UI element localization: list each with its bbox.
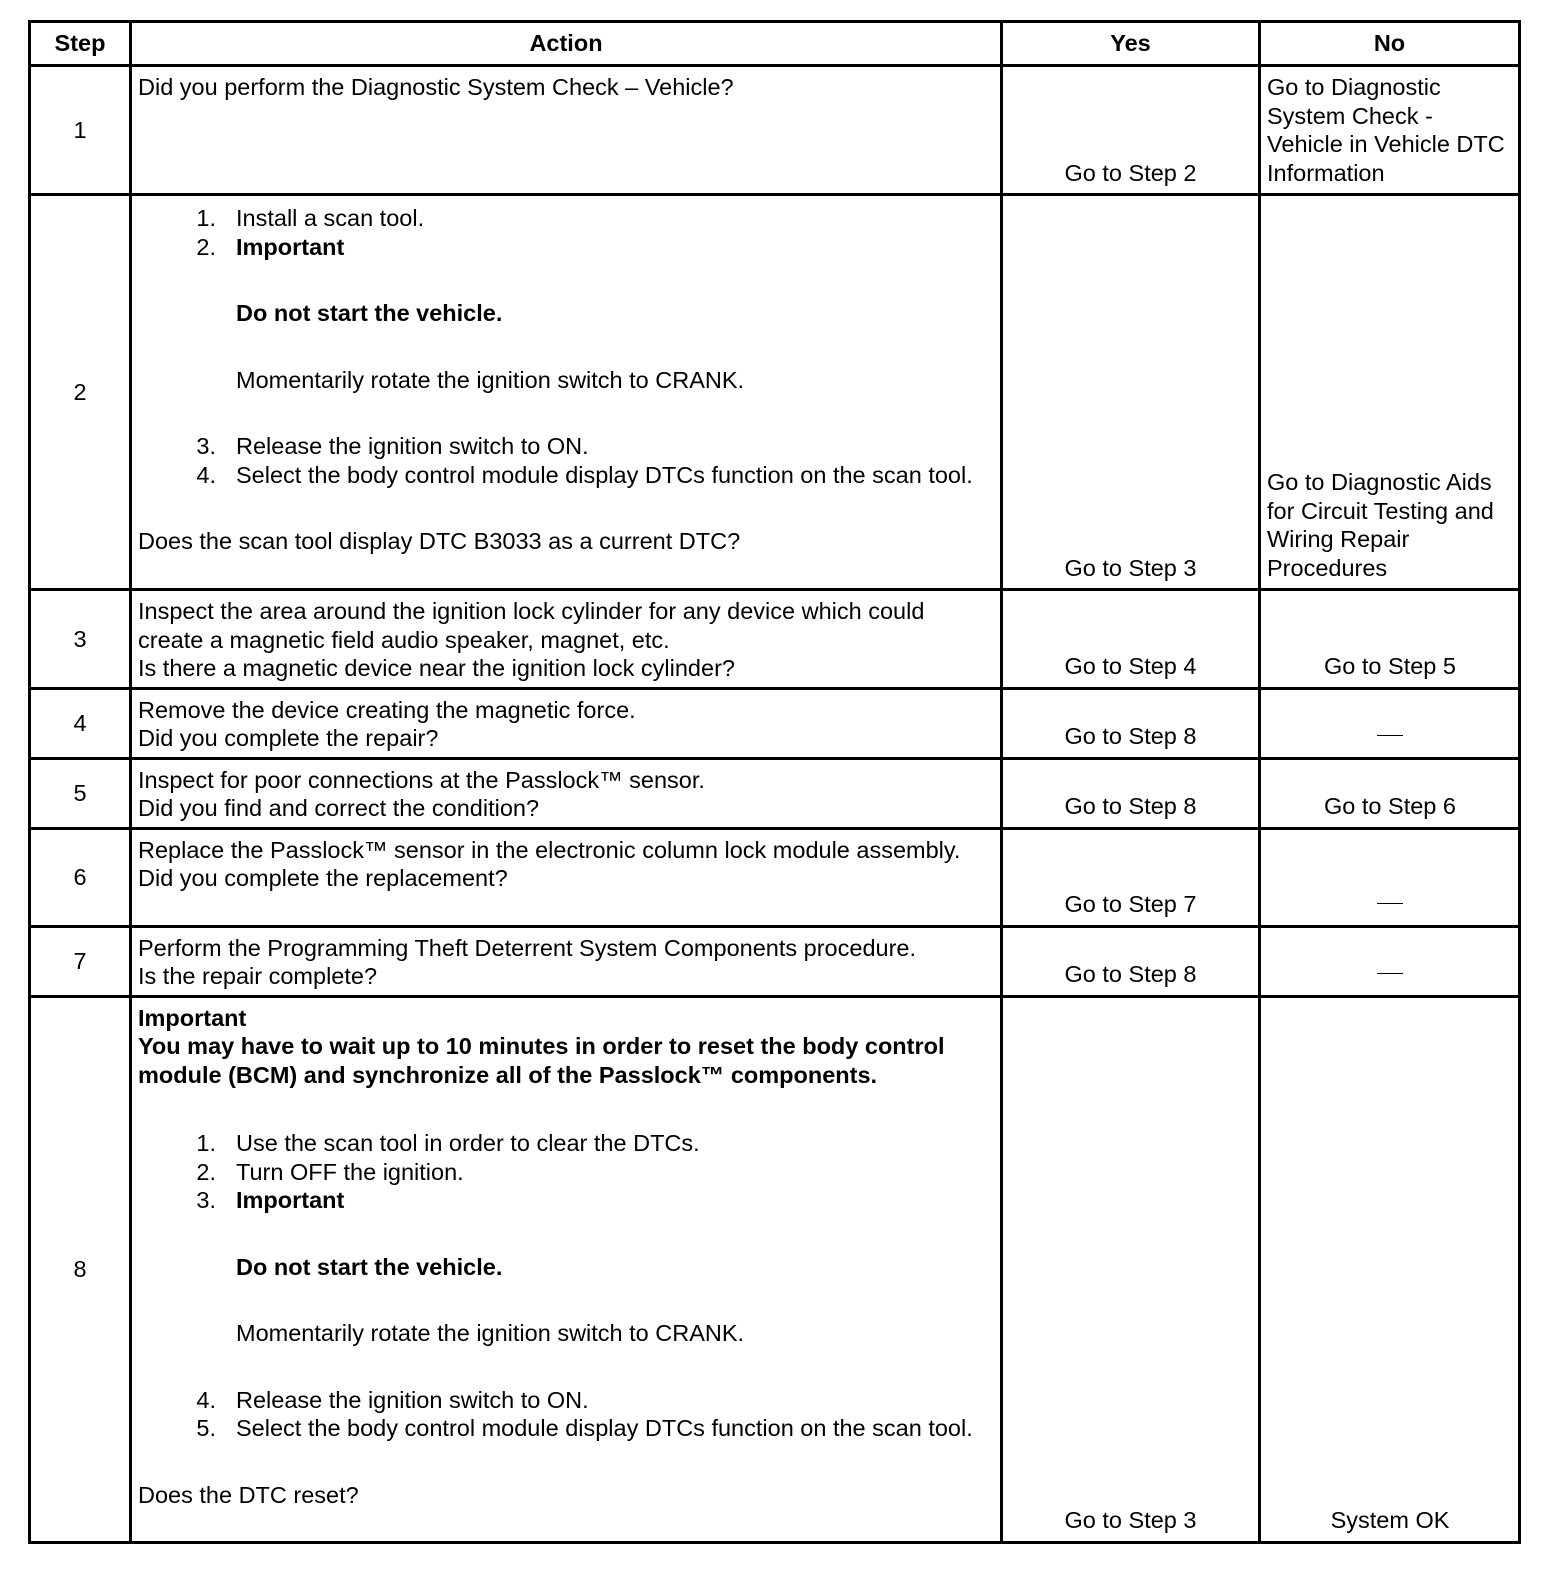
yes-cell: Go to Step 3 xyxy=(1002,996,1260,1542)
list-item: 3. Important Do not start the vehicle. Momentarily rotate the ignition switch to CRANK. xyxy=(138,1186,994,1386)
list-item: 2. Important Do not start the vehicle. Momentarily rotate the ignition switch to CRANK. xyxy=(138,233,994,433)
action-cell xyxy=(131,828,1002,926)
action-question: Is there a magnetic device near the ignition lock cylinder? xyxy=(138,655,735,681)
warning-note: Do not start the vehicle. xyxy=(236,300,503,326)
no-dash xyxy=(1377,973,1403,974)
header-action: Action xyxy=(131,22,1002,66)
list-item: 2. Turn OFF the ignition. xyxy=(196,1158,464,1185)
header-no: No xyxy=(1260,22,1520,66)
table-row xyxy=(30,195,1520,590)
yes-cell: Go to Step 4 xyxy=(1002,590,1260,689)
important-label: Important xyxy=(236,233,345,260)
action-cell xyxy=(131,688,1002,758)
no-cell xyxy=(1260,688,1520,758)
action-question: Does the DTC reset? xyxy=(138,1481,359,1508)
yes-cell: Go to Step 8 xyxy=(1002,688,1260,758)
header-step: Step xyxy=(30,22,131,66)
list-item: 1. Use the scan tool in order to clear the DTCs. xyxy=(196,1130,700,1156)
action-cell xyxy=(131,590,1002,689)
table-row xyxy=(30,758,1520,828)
step-number: 1 xyxy=(30,66,131,195)
header-row xyxy=(30,22,1520,66)
step-number: 6 xyxy=(30,828,131,926)
step-number: 7 xyxy=(30,926,131,996)
step-instruction: Momentarily rotate the ignition switch to CRANK. xyxy=(236,366,745,393)
no-cell xyxy=(1260,926,1520,996)
action-question: Did you complete the replacement? xyxy=(138,865,508,891)
step-number: 3 xyxy=(30,590,131,689)
step-number: 5 xyxy=(30,758,131,828)
list-item: 5. Select the body control module display DTCs function on the scan tool. xyxy=(196,1415,973,1441)
header-yes: Yes xyxy=(1002,22,1260,66)
no-cell: Go to Step 5 xyxy=(1260,590,1520,689)
important-note: You may have to wait up to 10 minutes in order to reset the body control module (BCM) and synchronize all of the Passlock™ components. xyxy=(138,1033,945,1088)
action-text: Inspect the area around the ignition lock cylinder for any device which could create a magnetic field audio speaker, magnet, etc. xyxy=(138,598,925,653)
table-row xyxy=(30,66,1520,195)
action-cell xyxy=(131,758,1002,828)
procedure-list xyxy=(138,1129,994,1443)
important-label: Important xyxy=(138,1004,247,1031)
action-cell xyxy=(131,996,1002,1542)
diagnostic-table-container xyxy=(28,20,1518,1544)
table-row xyxy=(30,828,1520,926)
yes-cell: Go to Step 3 xyxy=(1002,195,1260,590)
action-text: Perform the Programming Theft Deterrent System Components procedure. xyxy=(138,934,917,961)
no-cell xyxy=(1260,828,1520,926)
table-row xyxy=(30,926,1520,996)
yes-cell: Go to Step 8 xyxy=(1002,926,1260,996)
no-cell: System OK xyxy=(1260,996,1520,1542)
step-number: 2 xyxy=(30,195,131,590)
list-item: 1. Install a scan tool. xyxy=(196,205,425,231)
action-question: Did you find and correct the condition? xyxy=(138,795,540,821)
action-text: Replace the Passlock™ sensor in the electronic column lock module assembly. xyxy=(138,836,961,863)
no-dash xyxy=(1377,735,1403,736)
list-item: 3. Release the ignition switch to ON. xyxy=(196,433,589,459)
list-item: 4. Select the body control module display DTCs function on the scan tool. xyxy=(196,461,973,488)
action-cell xyxy=(131,926,1002,996)
action-question: Is the repair complete? xyxy=(138,963,378,989)
yes-cell: Go to Step 8 xyxy=(1002,758,1260,828)
action-cell xyxy=(131,66,1002,195)
table-row xyxy=(30,590,1520,689)
table-row xyxy=(30,996,1520,1542)
action-text: Did you perform the Diagnostic System Check – Vehicle? xyxy=(138,74,734,100)
yes-cell: Go to Step 7 xyxy=(1002,828,1260,926)
action-cell xyxy=(131,195,1002,590)
yes-cell: Go to Step 2 xyxy=(1002,66,1260,195)
no-cell: Go to Step 6 xyxy=(1260,758,1520,828)
table-row xyxy=(30,688,1520,758)
diagnostic-table xyxy=(28,20,1521,1544)
action-question: Did you complete the repair? xyxy=(138,725,439,751)
step-number: 8 xyxy=(30,996,131,1542)
no-cell: Go to Diagnostic System Check - Vehicle in Vehicle DTC Information xyxy=(1260,66,1520,195)
action-text: Remove the device creating the magnetic force. xyxy=(138,696,636,723)
step-number: 4 xyxy=(30,688,131,758)
action-question: Does the scan tool display DTC B3033 as a current DTC? xyxy=(138,528,741,554)
important-label: Important xyxy=(236,1187,345,1213)
warning-note: Do not start the vehicle. xyxy=(236,1253,503,1280)
list-item: 4. Release the ignition switch to ON. xyxy=(196,1386,589,1413)
procedure-list xyxy=(138,204,994,489)
no-dash xyxy=(1377,903,1403,904)
action-text: Inspect for poor connections at the Passlock™ sensor. xyxy=(138,766,705,793)
step-instruction: Momentarily rotate the ignition switch to CRANK. xyxy=(236,1320,745,1346)
no-cell: Go to Diagnostic Aids for Circuit Testing and Wiring Repair Procedures xyxy=(1260,195,1520,590)
